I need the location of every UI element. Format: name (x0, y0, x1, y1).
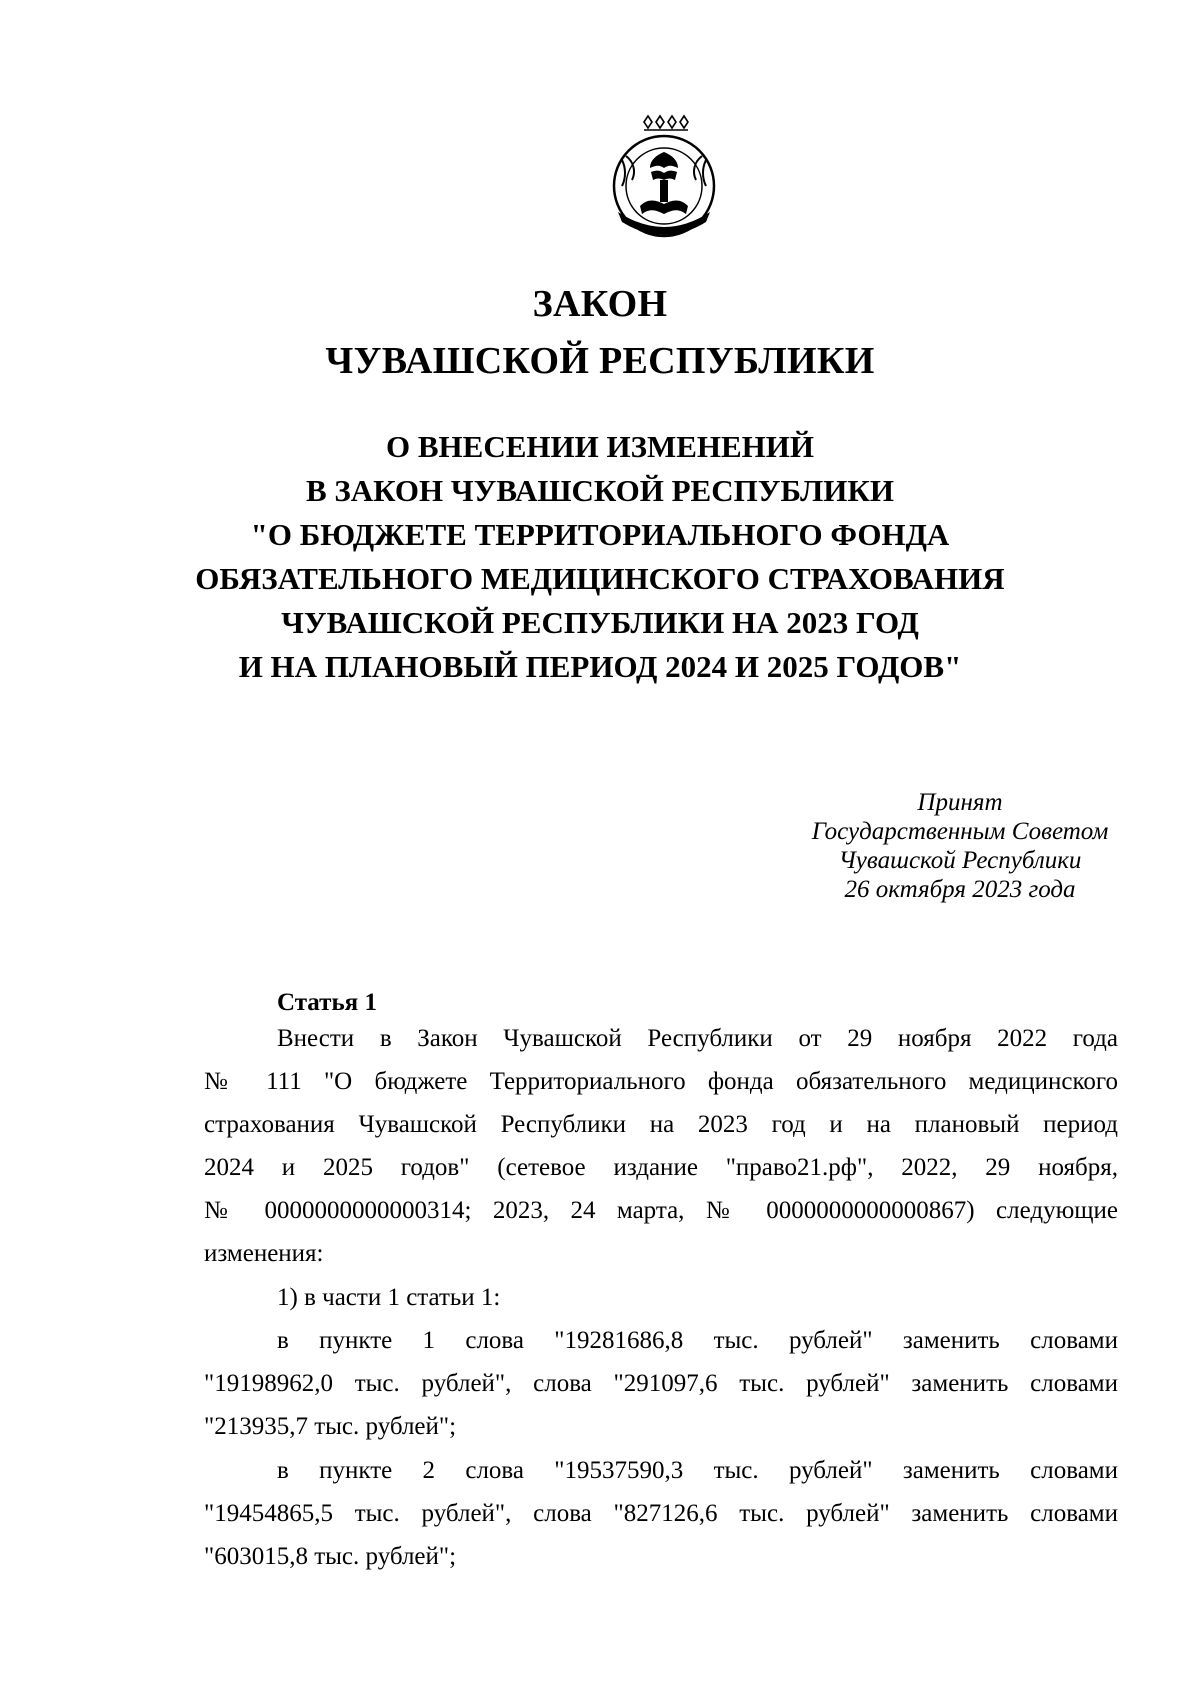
document-title: ЗАКОН (532, 283, 668, 325)
subtitle-line: "О БЮДЖЕТЕ ТЕРРИТОРИАЛЬНОГО ФОНДА (250, 517, 950, 552)
adoption-line: Государственным Советом (811, 818, 1109, 845)
paragraph-line: изменения: (204, 1240, 324, 1267)
paragraph-line: "213935,7 тыс. рублей"; (204, 1413, 457, 1440)
paragraph-line: страхования Чувашской Республики на 2023 год и на плановый период (204, 1111, 1118, 1138)
paragraph-line: Внести в Закон Чувашской Республики от 29 ноября 2022 года (277, 1025, 1118, 1052)
paragraph-line: 2024 и 2025 годов" (сетевое издание "право21.рф", 2022, 29 ноября, (204, 1154, 1118, 1181)
document-title-republic: ЧУВАШСКОЙ РЕСПУБЛИКИ (325, 340, 875, 382)
subtitle-line: ОБЯЗАТЕЛЬНОГО МЕДИЦИНСКОГО СТРАХОВАНИЯ (195, 561, 1005, 596)
article-heading: Статья 1 (277, 989, 377, 1016)
subtitle-line: В ЗАКОН ЧУВАШСКОЙ РЕСПУБЛИКИ (306, 473, 894, 508)
article-point-1-paragraph (204, 1319, 1118, 1448)
adoption-date: 26 октября 2023 года (844, 876, 1076, 903)
chuvash-republic-emblem-icon (604, 112, 724, 240)
paragraph-line: в пункте 1 слова "19281686,8 тыс. рублей" заменить словами (277, 1327, 1118, 1354)
paragraph-line: № 0000000000000314; 2023, 24 марта, № 0000000000000867) следующие (204, 1197, 1118, 1224)
adoption-note (790, 788, 1130, 904)
document-subtitle (0, 425, 1200, 689)
subtitle-line: И НА ПЛАНОВЫЙ ПЕРИОД 2024 И 2025 ГОДОВ" (238, 649, 962, 684)
article-item-1 (204, 1276, 1118, 1319)
subtitle-line: ЧУВАШСКОЙ РЕСПУБЛИКИ НА 2023 ГОД (281, 605, 919, 640)
article-intro-paragraph (204, 1017, 1118, 1275)
paragraph-line: 1) в части 1 статьи 1: (277, 1284, 501, 1311)
paragraph-line: в пункте 2 слова "19537590,3 тыс. рублей" заменить словами (277, 1457, 1118, 1484)
adoption-line: Принят (917, 789, 1003, 816)
paragraph-line: № 111 "О бюджете Территориального фонда обязательного медицинского (204, 1068, 1118, 1095)
adoption-line: Чувашской Республики (838, 847, 1082, 874)
article-point-2-paragraph (204, 1449, 1118, 1578)
paragraph-line: "19198962,0 тыс. рублей", слова "291097,6 тыс. рублей" заменить словами (204, 1370, 1118, 1397)
paragraph-line: "603015,8 тыс. рублей"; (204, 1543, 457, 1570)
paragraph-line: "19454865,5 тыс. рублей", слова "827126,6 тыс. рублей" заменить словами (204, 1500, 1118, 1527)
subtitle-line: О ВНЕСЕНИИ ИЗМЕНЕНИЙ (385, 429, 815, 464)
